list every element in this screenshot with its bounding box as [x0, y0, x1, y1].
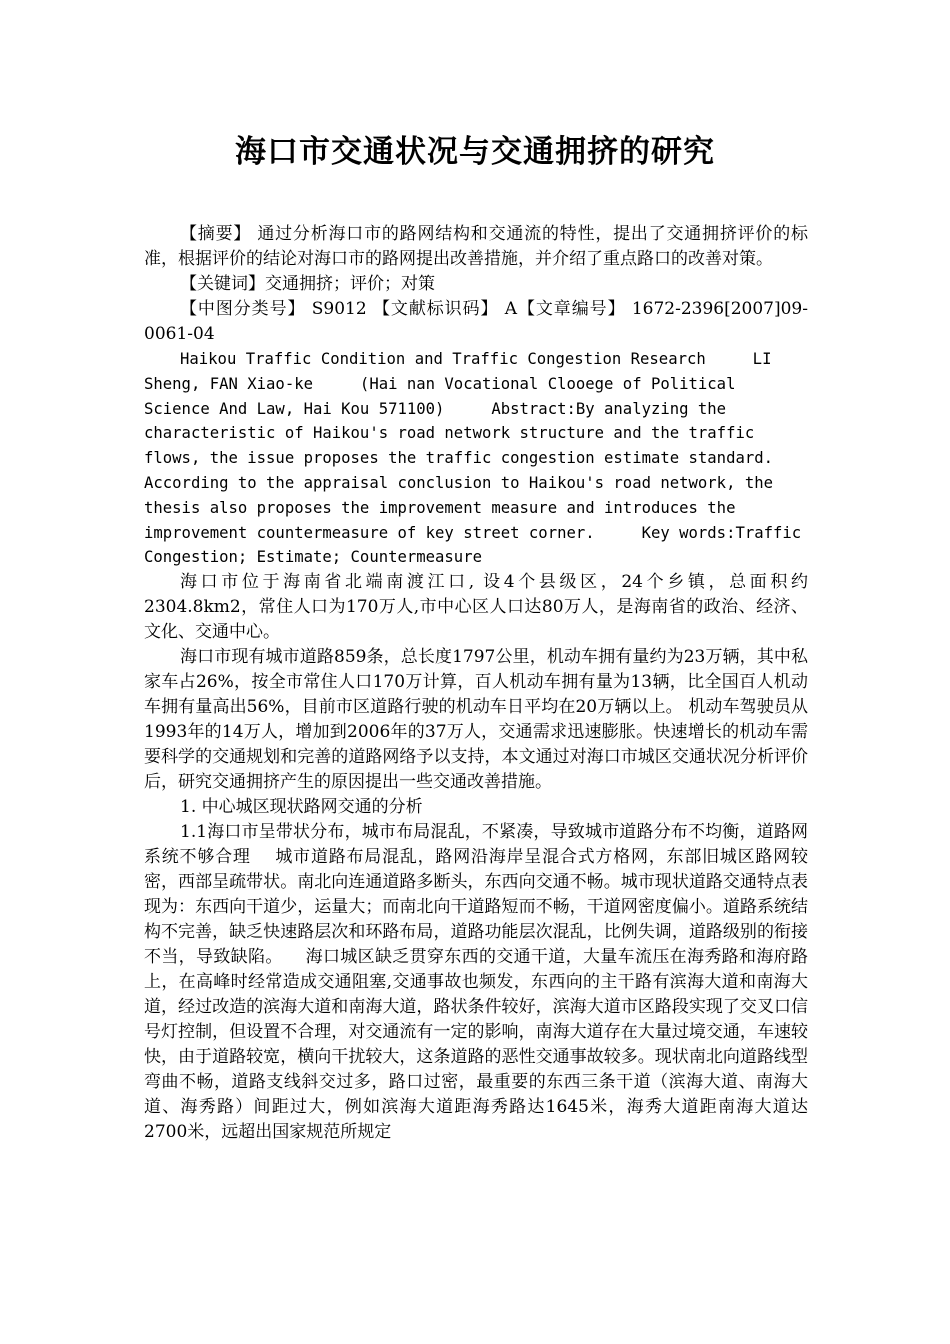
- keywords-paragraph: 【关键词】交通拥挤；评价；对策: [180, 274, 435, 294]
- section-paragraph-1-1: 1.1海口市呈带状分布，城市布局混乱，不紧凑，导致城市道路分布不均衡，道路网系统不够合理 城市道路布局混乱，路网沿海岸呈混合式方格网，东部旧城区路网较密，西部呈疏带状。南北向连通道路多断头，东西向交通不畅。城市现状道路交通特点表现为：东西向干道少，运量大；而南北向干道路短而不畅，干道网密度偏小。道路系统结构不完善，缺乏快速路层次和环路布局，道路功能层次混乱，比例失调，道路级别的衔接不当，导致缺陷。 海口城区缺乏贯穿东西的交通干道，大量车流压在海秀路和海府路上，在高峰时经常造成交通阻塞,交通事故也频发，东西向的主干路有滨海大道和南海大道，经过改造的滨海大道和南海大道，路状条件较好，滨海大道市区路段实现了交叉口信号灯控制，但设置不合理，对交通流有一定的影响，南海大道存在大量过境交通，车速较快，由于道路较宽，横向干扰较大，这条道路的恶性交通事故较多。现状南北向道路线型弯曲不畅，道路支线斜交过多，路口过密，最重要的东西三条干道（滨海大道、南海大道、海秀路）间距过大，例如滨海大道距海秀路达1645米，海秀大道距南海大道达2700米，远超出国家规范所规定: [144, 822, 808, 1143]
- intro-paragraph-1: 海口市位于海南省北端南渡江口, 设4个县级区，24个乡镇，总面积约2304.8km2，常住人口为170万人,市中心区人口达80万人，是海南省的政治、经济、文化、交通中心。: [144, 572, 808, 643]
- intro-paragraph-2: 海口市现有城市道路859条，总长度1797公里，机动车拥有量约为23万辆，其中私家车占26%，按全市常住人口170万计算，百人机动车拥有量为13辆，比全国百人机动车拥有量高出56%，目前市区道路行驶的机动车日平均在20万辆以上。 机动车驾驶员从1993年的14万人，增加到2006年的37万人，交通需求迅速膨胀。快速增长的机动车需要科学的交通规划和完善的道路网络予以支持，本文通过对海口市城区交通状况分析评价后，研究交通拥挤产生的原因提出一些交通改善措施。: [144, 647, 808, 793]
- abstract-paragraph: 【摘要】 通过分析海口市的路网结构和交通流的特性，提出了交通拥挤评价的标准，根据评价的结论对海口市的路网提出改善措施，并介绍了重点路口的改善对策。: [144, 224, 808, 269]
- section-heading-1: 1. 中心城区现状路网交通的分析: [180, 797, 423, 818]
- english-abstract-paragraph: Haikou Traffic Condition and Traffic Congestion Research LI Sheng, FAN Xiao-ke (Hai nan Vocational Clooege of Political Science And Law, Hai Kou 571100) Abstract:By analyzing the characteristic of Haikou's road network structure and the traffic flows, the issue proposes the traffic congestion estimate standard. According to the appraisal conclusion to Haikou's road network, the thesis also proposes the improvement measure and introduces the improvement countermeasure of key street corner. Key words:Traffic Congestion; Estimate; Countermeasure: [144, 350, 811, 567]
- document-body: [144, 222, 811, 1145]
- document-title: 海口市交通状况与交通拥挤的研究: [235, 134, 715, 170]
- classification-paragraph: 【中图分类号】 S9012 【文献标识码】 A【文章编号】 1672-2396[2007]09-0061-04: [144, 299, 808, 344]
